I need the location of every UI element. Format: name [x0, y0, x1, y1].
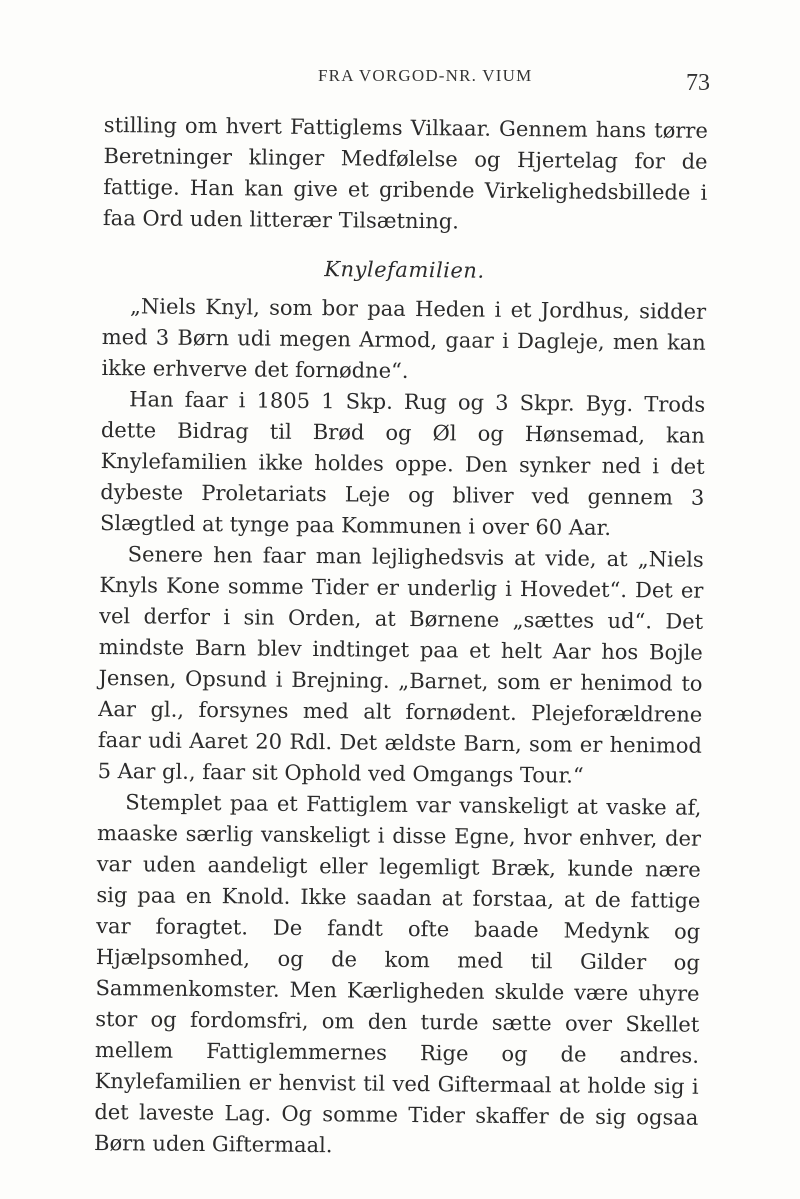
- paragraph: Stemplet paa et Fattiglem var vanskeligt at vaske af, maaske særlig vanskeligt i disse Egne, hvor enhver, der var uden aandeligt eller legemligt Bræk, kunde nære sig paa en Knold. Ikke saadan at forstaa, at de fattige var foragtet. De fandt ofte baade Medynk og Hjælpsomhed, og de kom med til Gilder og Sammenkomster. Men Kærligheden skulde være uhyre stor og fordomsfri, om den turde sætte over Skellet mellem Fattiglemmernes Rige og de andres. Knylefamilien er henvist til ved Giftermaal at holde sig i det laveste Lag. Og somme Tider skaffer de sig ogsaa Børn uden Giftermaal.: [93, 790, 702, 1158]
- page-number: 73: [686, 70, 710, 96]
- paragraph: Senere hen faar man lejlighedsvis at vide, at „Niels Knyls Kone somme Tider er underlig i Hovedet“. Det er vel derfor i sin Orden, at Børnene „sættes ud“. Det mindste Barn blev indtinget paa et helt Aar hos Bojle Jensen, Opsund i Brejning. „Barnet, som er henimod to Aar gl., forsynes med alt fornødent. Plejeforældrene faar udi Aaret 20 Rdl. Det ældste Barn, som er henimod 5 Aar gl., faar sit Ophold ved Omgangs Tour.“: [97, 542, 704, 788]
- paragraph: Han faar i 1805 1 Skp. Rug og 3 Skpr. Byg. Trods dette Bidrag til Brød og Øl og Hønsemad, kan Knylefamilien ikke holdes oppe. Den synker ned i det dybeste Proletariats Leje og bliver ved gennem 3 Slægtled at tynge paa Kommunen i over 60 Aar.: [99, 387, 706, 540]
- body-text: [94, 110, 708, 1165]
- running-head: FRA VORGOD-NR. VIUM: [318, 66, 533, 85]
- paragraph: „Niels Knyl, som bor paa Heden i et Jordhus, sidder med 3 Børn udi megen Armod, gaar i Dagleje, men kan ikke erhverve det fornødne“.: [101, 294, 707, 383]
- paragraph: stilling om hvert Fattiglems Vilkaar. Gennem hans tørre Beretninger klinger Medfølelse og Hjertelag for de fattige. Han kan give et gribende Virkelighedsbillede i faa Ord uden litterær Tilsætning.: [102, 112, 708, 234]
- section-heading: Knylefamilien.: [324, 257, 485, 283]
